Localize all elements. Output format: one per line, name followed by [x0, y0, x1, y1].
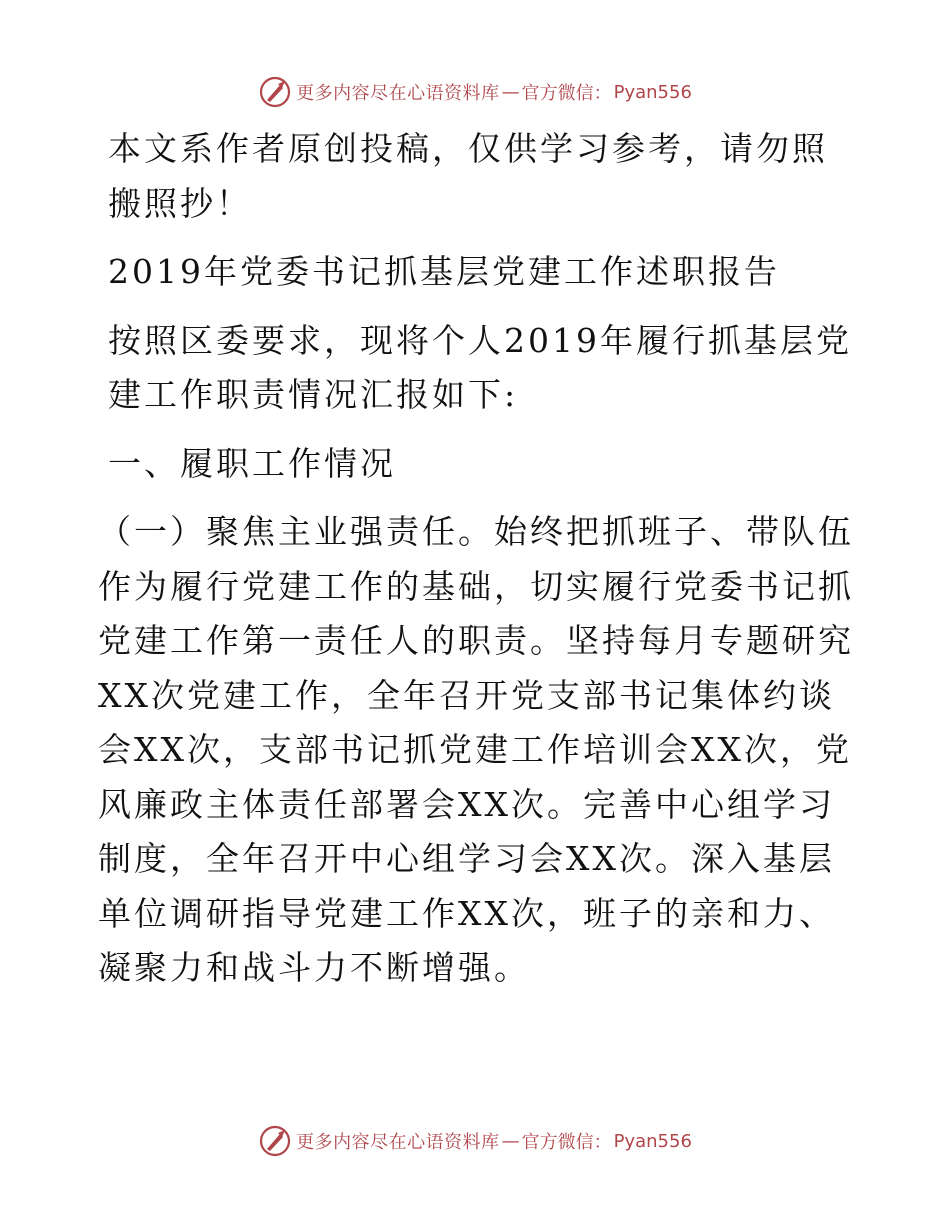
footer-separator: — [501, 1130, 520, 1152]
section-heading: 一、履职工作情况 [108, 443, 396, 483]
document-body [98, 122, 858, 996]
intro-paragraph: 按照区委要求，现将个人2019年履行抓基层党建工作职责情况汇报如下: [108, 320, 852, 414]
footer-brand: 更多内容尽在心语资料库 [296, 1132, 500, 1153]
header-wechat-id: Pyan556 [613, 81, 692, 103]
notice-text: 本文系作者原创投稿，仅供学习参考，请勿照搬照抄！ [108, 129, 828, 223]
footer-wechat-label: 官方微信： [521, 1132, 612, 1153]
document-title: 2019年党委书记抓基层党建工作述职报告 [108, 252, 780, 291]
header-separator: — [501, 81, 520, 103]
subsection-paragraph: （一）聚焦主业强责任。始终把抓班子、带队伍作为履行党建工作的基础，切实履行党委书记抓党建工作第一责任人的职责。坚持每月专题研究XX次党建工作，全年召开党支部书记集体约谈会XX次，支部书记抓党建工作培训会XX次，党风廉政主体责任部署会XX次。完善中心组学习制度，全年召开中心组学习会XX次。深入基层单位调研指导党建工作XX次，班子的亲和力、凝聚力和战斗力不断增强。 [98, 512, 854, 987]
footer-watermark [0, 1121, 950, 1161]
footer-wechat-id: Pyan556 [613, 1130, 692, 1152]
header-brand: 更多内容尽在心语资料库 [296, 83, 500, 104]
quill-logo-icon [258, 1124, 292, 1158]
header-wechat-label: 官方微信： [521, 83, 612, 104]
header-watermark [0, 72, 950, 112]
quill-logo-icon [258, 75, 292, 109]
